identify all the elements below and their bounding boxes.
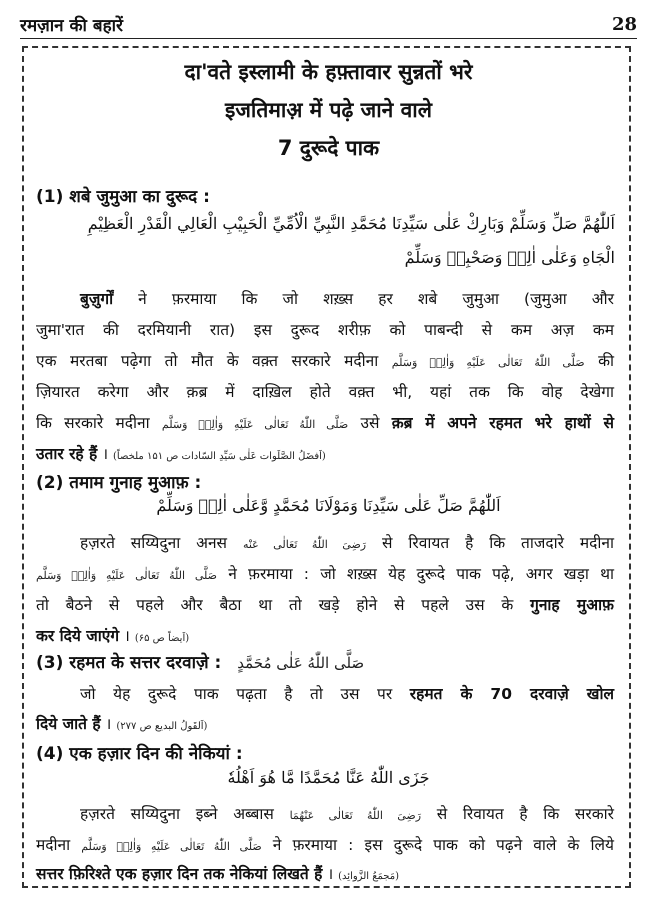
section-1-arabic-line-2: الْجَاهِ وَعَلٰى اٰلِهٖ وَصَحْبِهٖ وَسَلِّمْ (404, 248, 615, 267)
section-1-text-line-2: जुमा'रात की दरमियानी रात) इस दुरूद शरीफ़ को पाबन्दी से कम अज़ कम (36, 321, 614, 339)
text-span: ने फ़रमाया कि जो शख़्स हर शबे जुमुआ (जुमुआ और (113, 290, 614, 308)
text-span: । (124, 627, 130, 645)
reference-citation: (مَجمَعُ الزَّوائِد) (338, 871, 400, 882)
section-1-arabic-line-1: اَللّٰهُمَّ صَلِّ وَسَلِّمْ وَبَارِكْ عَلٰى سَيِّدِنَا مُحَمَّدِ النَّبِيِّ الْاُمِّيِّ الْحَبِيْبِ الْعَالِي الْقَدْرِ الْعَظِيْمِ (87, 214, 615, 233)
section-3-title: रहमत के सत्तर दरवाज़े : (69, 653, 222, 673)
text-span: । (105, 715, 112, 733)
section-1-text-line-4: ज़ियारत करेगा और क़ब्र में दाख़िल होते वक़्त भी, यहां तक कि वोह देखेगा (36, 383, 614, 401)
page-number: 28 (611, 13, 637, 35)
text-span: । (102, 445, 109, 463)
text-span: सत्तर फ़िरिश्ते एक हज़ार दिन तक नेकियां लिखते हैं (36, 865, 323, 883)
text-span: से रिवायत है कि सरकारे (436, 805, 614, 823)
text-span: । (327, 865, 334, 883)
section-2-text-line-4 (36, 624, 614, 646)
title-line-2: इजतिमाअ़ में पढ़े जाने वाले (225, 98, 432, 122)
page-header (20, 10, 637, 39)
section-3-text-line-1 (36, 682, 614, 704)
section-4-arabic-line-1: جَزَى اللّٰهُ عَنَّا مُحَمَّدًا مَّا هُوَ اَهْلُهٗ (227, 768, 430, 787)
title-line-3: 7 दुरूदे पाक (277, 136, 380, 160)
text-span: ने फ़रमाया : इस दुरूदे पाक को पढ़ने वाले के लिये (272, 836, 614, 854)
text-span: रहमत के 70 दरवाज़े खोल (409, 685, 614, 703)
book-title: रमज़ान की बहारें (20, 15, 123, 36)
reference-citation: (اَلقَولُ البدیع ص ۲۷۷) (116, 721, 208, 732)
section-4-text-line-3 (36, 862, 614, 884)
salawat-text: صَلَّی اللّٰهُ تَعَالٰی عَلَيْهِ وَاٰلِهٖ وَسَلَّم (36, 569, 217, 582)
section-1-title: शबे जुमुआ का दुरूद : (69, 187, 210, 207)
section-2-heading (36, 470, 201, 493)
text-span: से रिवायत है कि ताजदारे मदीना (382, 534, 615, 552)
section-2-arabic-line-1: اَللّٰهُمَّ صَلِّ عَلٰى سَيِّدِنَا وَمَوْلَانَا مُحَمَّدٍ وَّعَلٰى اٰلِهٖ وَسَلِّمْ (156, 496, 501, 515)
text-span: जो येह दुरूदे पाक पढ़ता है तो उस पर (80, 685, 393, 703)
salawat-text: صَلَّی اللّٰهُ تَعَالٰی عَلَيْهِ وَاٰلِهٖ وَسَلَّم (391, 356, 585, 369)
text-span: हज़रते सय्यिदुना अनस (80, 534, 228, 552)
text-span: तो बैठने से पहले और बैठा था तो खड़े होने से पहले उस के (36, 596, 514, 614)
section-3-number: (3) (36, 653, 64, 673)
section-4-title: एक हज़ार दिन की नेकियां : (69, 744, 243, 764)
text-span: उसे (360, 414, 380, 432)
section-4-number: (4) (36, 744, 64, 764)
text-span: गुनाह मुआफ़ (530, 596, 614, 614)
section-3-text-line-2 (36, 712, 614, 734)
radi-text: رَضِیَ اللّٰهُ تَعَالٰی عَنْه (242, 538, 367, 551)
text-span: क़ब्र में अपने रहमत भरे हाथों से (391, 414, 614, 432)
section-3-arabic: صَلَّى اللّٰهُ عَلٰى مُحَمَّدٍ (237, 654, 365, 672)
section-2-text-line-2 (36, 562, 614, 584)
section-3-heading (36, 650, 364, 673)
reference-citation: (اَفضَلُ الصَّلَوات عَلٰی سَیِّدِ السّادات ص ۱۵۱ ملخصاً) (113, 451, 326, 462)
text-span: की (598, 352, 614, 370)
section-2-text-line-3 (36, 593, 614, 615)
text-span: कर दिये जाएंगे (36, 627, 120, 645)
section-4-text-line-2 (36, 833, 614, 855)
section-1-heading (36, 184, 210, 207)
text-span: कि सरकारे मदीना (36, 414, 150, 432)
section-2-text-line-1 (36, 531, 614, 553)
title-line-1: दा'वते इस्लामी के हफ़्तावार सुन्नतों भरे (184, 60, 473, 84)
section-4-text-line-1 (36, 802, 614, 824)
text-span: मदीना (36, 836, 71, 854)
section-1-number: (1) (36, 187, 64, 207)
reference-citation: (اَیضاً ص ۶۵) (134, 633, 190, 644)
text-span: हज़रते सय्यिदुना इब्ने अब्बास (80, 805, 274, 823)
section-1-text-line-3 (36, 349, 614, 371)
text-span: एक मरतबा पढ़ेगा तो मौत के वक़्त सरकारे मदीना (36, 352, 379, 370)
salawat-text: صَلَّی اللّٰهُ تَعَالٰی عَلَيْهِ وَاٰلِهٖ وَسَلَّم (161, 418, 349, 431)
radi-text: رَضِیَ اللّٰهُ تَعَالٰی عَنْهُمَا (289, 809, 422, 822)
text-span: ने फ़रमाया : जो शख़्स येह दुरूदे पाक पढ़े, अगर खड़ा था (228, 565, 614, 583)
text-span: बुज़ुर्गों (80, 290, 114, 308)
section-1-text-line-5 (36, 411, 614, 433)
section-4-heading (36, 741, 243, 764)
section-2-title: तमाम गुनाह मुआफ़ : (69, 473, 202, 493)
salawat-text: صَلَّی اللّٰهُ تَعَالٰی عَلَيْهِ وَاٰلِهٖ وَسَلَّم (81, 840, 262, 853)
section-1-text-line-1 (36, 287, 614, 309)
section-2-number: (2) (36, 473, 64, 493)
text-span: दिये जाते हैं (36, 715, 101, 733)
section-1-text-line-6 (36, 442, 614, 464)
text-span: उतार रहे हैं (36, 445, 98, 463)
